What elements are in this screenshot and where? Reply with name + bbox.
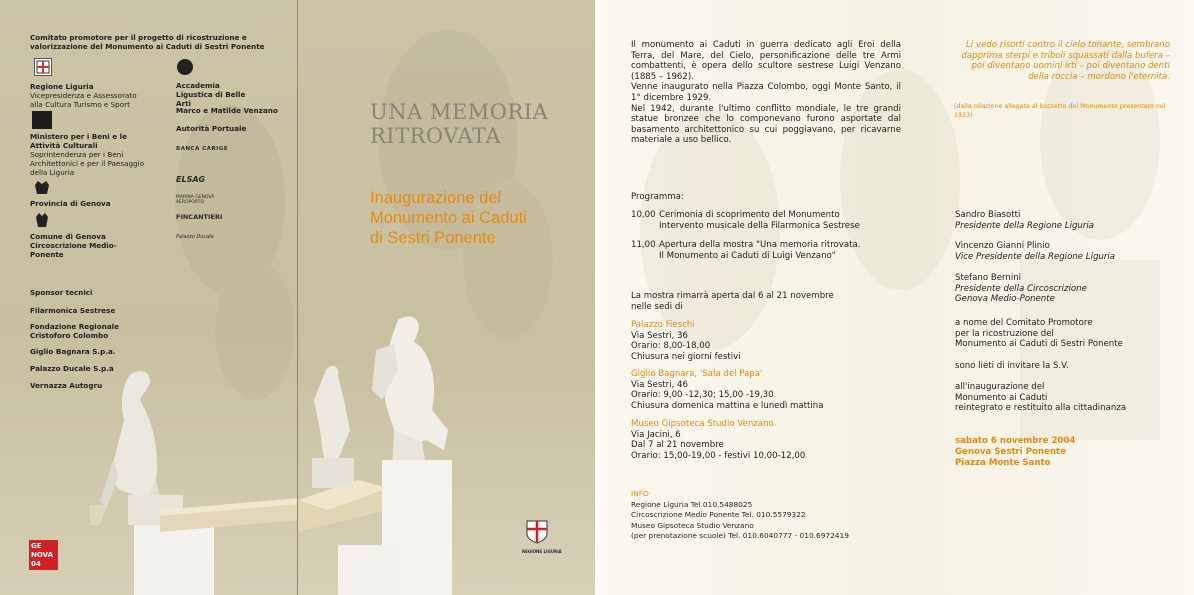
info-block [631, 489, 849, 542]
info-line: Circoscrizione Medio Ponente Tel. 010.5579322 [631, 510, 806, 519]
host [955, 210, 1094, 231]
program-item [659, 210, 860, 231]
tech-sponsor: Vernazza Autogru [30, 381, 103, 390]
venue-line: Orario: 9,00 -12,30; 15,00 -19,30 [631, 390, 774, 401]
exhibit-line: La mostra rimarrà aperta dal 6 al 21 novembre [631, 291, 834, 301]
accademia-logo [177, 59, 193, 75]
sponsor-comune [30, 232, 150, 259]
carige-logo: BANCA CARIGE [176, 146, 229, 152]
venue-gipsoteca [631, 419, 805, 461]
intro-paragraph: Venne inaugurato nella Piazza Colombo, oggi Monte Santo, il 1° dicembre 1929. [631, 82, 901, 103]
event-date-line: Genova Sestri Ponente [955, 446, 1066, 457]
region-logo-label: REGIONE LIGURIA [522, 549, 562, 554]
cover-subtitle-line: di Sestri Ponente [370, 229, 496, 247]
back-cover-panel [0, 0, 297, 595]
sponsor-venzano: Marco e Matilde Venzano [176, 106, 278, 115]
host-name: Stefano Bernini [955, 273, 1022, 283]
program-title: Programma: [631, 192, 684, 202]
venue-line: Chiusura domenica mattina e lunedì mattina [631, 400, 824, 411]
inside-panel [600, 0, 1194, 595]
intro-text [631, 40, 901, 146]
cover-title-line: UNA MEMORIA [370, 100, 549, 124]
genova-logo-line: NOVA [31, 551, 53, 559]
venue-line: Dal 7 al 21 novembre [631, 440, 724, 451]
genova-logo-line: GE [31, 542, 42, 550]
quote-text: Li vedo risorti contro il cielo tonante, sembrano dapprima sterpi e triboli squassati dalla bufera – poi diventano uomini irti – poi diventano denti della roccia – mordono l'eternità. [961, 40, 1170, 82]
venue-line: Chiusura nei giorni festivi [631, 351, 741, 362]
sponsor-provincia: Provincia di Genova [30, 199, 111, 208]
genova-logo-line: 04 [31, 560, 41, 568]
provincia-crest-icon [34, 180, 50, 194]
invite-text: sono lieti di invitare la S.V. [955, 361, 1069, 371]
host [955, 241, 1115, 262]
tech-sponsor: Palazzo Ducale S.p.a [30, 364, 114, 373]
info-title: INFO [631, 489, 649, 498]
palazzo-ducale-logo: Palazzo Ducale [176, 234, 214, 240]
monument-base-model [160, 480, 297, 540]
invite-block [955, 382, 1126, 414]
venue-bagnara [631, 369, 824, 411]
program-time: 11,00 [631, 240, 656, 250]
sponsor-desc: Circoscrizione Medio-Ponente [30, 241, 117, 259]
cover-title-line: RITROVATA [370, 124, 502, 148]
venue-line: Via Jacini, 6 [631, 429, 681, 440]
host-role: Genova Medio-Ponente [955, 294, 1055, 305]
venue-name: Palazzo Fieschi [631, 320, 695, 330]
committee-block [955, 318, 1123, 350]
event-date-block [955, 436, 1075, 468]
info-line: Regione Liguria Tel.010.5488025 [631, 499, 753, 509]
host-name: Sandro Biasotti [955, 210, 1021, 220]
host-role: Presidente della Circoscrizione [955, 283, 1087, 294]
sponsor-name: Comune di Genova [30, 232, 106, 241]
program-time: 10,00 [631, 210, 656, 220]
committee-text: Comitato promotore per il progetto di ricostruzione e valorizzazione del Monumento ai Caduti di Sestri Ponente [30, 33, 265, 51]
ministero-logo [32, 111, 52, 129]
sponsor-name: Ministero per i Beni e le Attività Culturali [30, 132, 127, 150]
program-line: Il Monumento ai Caduti di Luigi Venzano" [659, 250, 836, 261]
statue-left-image [90, 360, 230, 595]
regione-liguria-crest-icon [526, 520, 548, 548]
cover-title [370, 100, 548, 148]
tech-sponsors-title: Sponsor tecnici [30, 288, 93, 297]
invite-line: reintegrato e restituito alla cittadinanza [955, 403, 1127, 414]
tech-sponsor: Giglio Bagnara S.p.a. [30, 347, 116, 356]
region-liguria-logo [34, 58, 52, 76]
sponsor-desc: Soprintendenza per i Beni Architettonici e per il Paesaggio della Liguria [30, 150, 144, 177]
host-name: Vincenzo Gianni Plinio [955, 241, 1050, 251]
sponsor-accademia: Accademia Ligustica di Belle Arti [176, 81, 246, 108]
program-line: Apertura della mostra "Una memoria ritrovata. [659, 240, 861, 250]
venue-line: Orario: 15,00-19,00 - festivi 10,00-12,00 [631, 450, 806, 461]
sponsor-ministero [30, 132, 150, 177]
program-line: Intervento musicale della Filarmonica Sestrese [659, 220, 860, 231]
venue-name: Museo Gipsoteca Studio Venzano [631, 419, 774, 429]
venue-name: Giglio Bagnara, 'Sala del Papa' [631, 369, 763, 379]
venue-line: Via Sestri, 36 [631, 330, 688, 341]
info-line: Museo Gipsoteca Studio Venzano [631, 520, 754, 530]
sponsor-regione [30, 82, 150, 109]
invite-line: Monumento ai Caduti [955, 392, 1048, 403]
aeroporto-logo: MARINA GENOVA AEROPORTO [176, 195, 215, 205]
cover-subtitle-line: Monumento ai Caduti [370, 209, 527, 227]
comune-crest-icon [34, 212, 50, 228]
program-item [659, 240, 861, 261]
cover-subtitle-line: Inaugurazione del [370, 189, 502, 207]
tech-sponsor: Fondazione Regionale Cristoforo Colombo [30, 322, 120, 340]
sponsor-name: Regione Liguria [30, 82, 94, 91]
front-cover-panel [298, 0, 595, 595]
fincantieri-logo: FINCANTIERI [176, 213, 223, 221]
host [955, 273, 1087, 305]
genova-04-logo [29, 540, 58, 570]
event-date-line: Piazza Monte Santo [955, 457, 1051, 468]
intro-paragraph: Il monumento ai Caduti in guerra dedicato agli Eroi della Terra, del Mare, del Cielo, personificazione delle tre Armi combattenti, è opera dello scultore sestrese Luigi Venzano (1885 – 1962). [631, 40, 901, 82]
host-role: Presidente della Regione Liguria [955, 220, 1095, 231]
venue-line: Orario: 8,00-18,00 [631, 341, 711, 352]
committee-line: Monumento ai Caduti di Sestri Ponente [955, 339, 1123, 350]
info-line: (per prenotazione scuole) Tel. 010.6040777 - 010.6972419 [631, 531, 849, 540]
cover-subtitle [370, 188, 527, 248]
exhibit-intro [631, 291, 834, 312]
intro-paragraph: Nel 1942, durante l'ultimo conflitto mondiale, le tre grandi statue bronzee che lo componevano furono asportate dal basamento architettonico su cui poggiavano, per ricavarne materiale a uso bellico. [631, 103, 901, 146]
program-line: Cerimonia di scoprimento del Monumento [659, 210, 840, 220]
quote-source: (dalla relazione allegata al bozzetto del Monumento presentato nel 1923) [954, 103, 1166, 119]
committee-line: a nome del Comitato Promotore [955, 318, 1093, 328]
tech-sponsor: Filarmonica Sestrese [30, 306, 116, 315]
sponsor-autorita: Autorità Portuale [176, 124, 247, 133]
invite-line: all'inaugurazione del [955, 382, 1045, 392]
venue-line: Via Sestri, 46 [631, 379, 688, 390]
exhibit-line: nelle sedi di [631, 301, 683, 312]
sponsor-desc: Vicepresidenza e Assessorato alla Cultura Turismo e Sport [30, 91, 137, 109]
venue-fieschi [631, 320, 741, 362]
event-date-line: sabato 6 novembre 2004 [955, 436, 1076, 446]
host-role: Vice Presidente della Regione Liguria [955, 251, 1116, 262]
committee-line: per la ricostruzione del [955, 328, 1054, 339]
elsag-logo: ELSAG [176, 175, 206, 184]
